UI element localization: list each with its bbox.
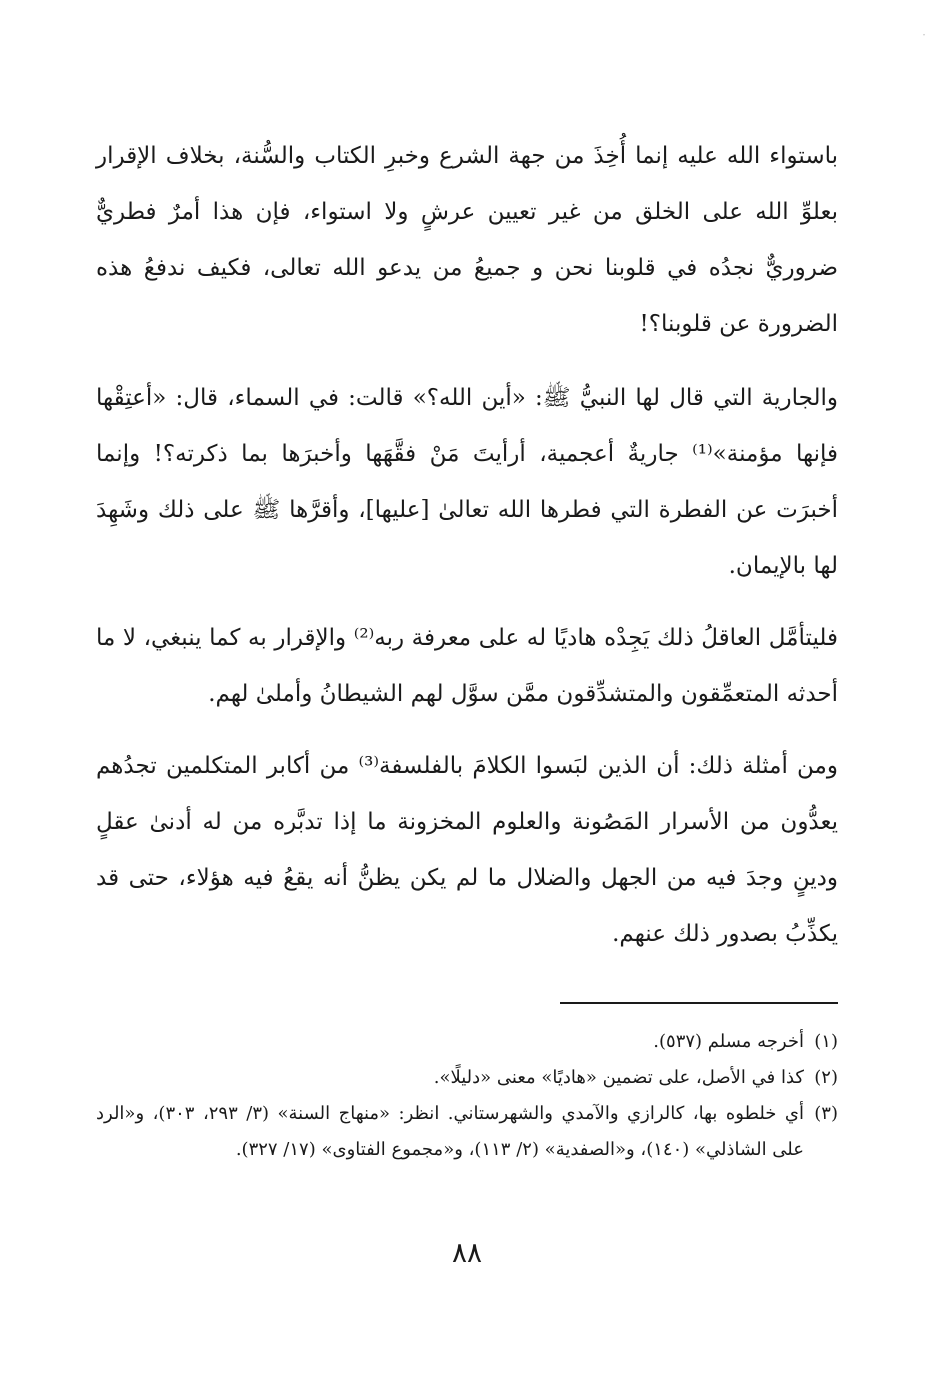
- footnote-number: (٢): [814, 1067, 838, 1088]
- footnote-text: أخرجه مسلم (٥٣٧).: [653, 1031, 804, 1052]
- footnote-text: أي خلطوه بها، كالرازي والآمدي والشهرستاني. انظر: «منهاج السنة» (٣/ ٢٩٣، ٣٠٣)، و«الرد على الشاذلي» (١٤٠)، و«الصفدية» (٢/ ١١٣)، و«مجموع الفتاوى» (١٧/ ٣٢٧).: [96, 1103, 804, 1160]
- footnote-number: (١): [814, 1031, 838, 1052]
- footnote-number: (٣): [814, 1103, 838, 1124]
- footnote-text: كذا في الأصل، على تضمين «هاديًا» معنى «دليلًا».: [433, 1067, 804, 1088]
- footnotes-section: [96, 1024, 838, 1168]
- footnote-1: [96, 1024, 838, 1060]
- paragraph-1: باستواء الله عليه إنما أُخِذَ من جهة الشرع وخبرِ الكتاب والسُّنة، بخلاف الإقرار بعلوِّ الله على الخلق من غير تعيين عرشٍ ولا استواء، فإن هذا أمرٌ فطريٌّ ضروريٌّ نجدُه في قلوبنا نحن و جميعُ من يدعو الله تعالى، فكيف ندفعُ هذه الضرورة عن قلوبنا؟!: [96, 143, 838, 337]
- footnote-separator: [560, 1002, 838, 1004]
- paragraph-2: والجارية التي قال لها النبيُّ ﷺ: «أين الله؟» قالت: في السماء، قال: «أعتِقْها فإنها مؤمنة»⁽¹⁾ جاريةٌ أعجمية، أرأيتَ مَنْ فقَّهَها وأخبرَها بما ذكرته؟! وإنما أخبرَت عن الفطرة التي فطرها الله تعالىٰ [عليها]، وأقرَّها ﷺ على ذلك وشَهِدَ لها بالإيمان.: [96, 385, 838, 579]
- paragraph-3: فليتأمَّل العاقلُ ذلك يَجِدْه هاديًا له على معرفة ربه⁽²⁾ والإقرار به كما ينبغي، لا ما أحدثه المتعمِّقون والمتشدِّقون ممَّن سوَّل لهم الشيطانُ وأملىٰ لهم.: [96, 625, 839, 707]
- main-text-block: [96, 128, 838, 978]
- paragraph-4: ومن أمثلة ذلك: أن الذين لبَسوا الكلامَ بالفلسفة⁽³⁾ من أكابر المتكلمين تجدُهم يعدُّون من الأسرار المَصُونة والعلوم المخزونة ما إذا تدبَّره من له أدنىٰ عقلٍ ودينٍ وجدَ فيه من الجهل والضلال ما لم يكن يظنُّ أنه يقعُ فيه هؤلاء، حتى قد يكذِّبُ بصدور ذلك عنهم.: [96, 753, 838, 947]
- scan-speck: ·: [922, 28, 926, 42]
- footnote-2: [96, 1060, 838, 1096]
- page-number: ٨٨: [451, 1236, 483, 1269]
- footnote-3: [96, 1096, 838, 1168]
